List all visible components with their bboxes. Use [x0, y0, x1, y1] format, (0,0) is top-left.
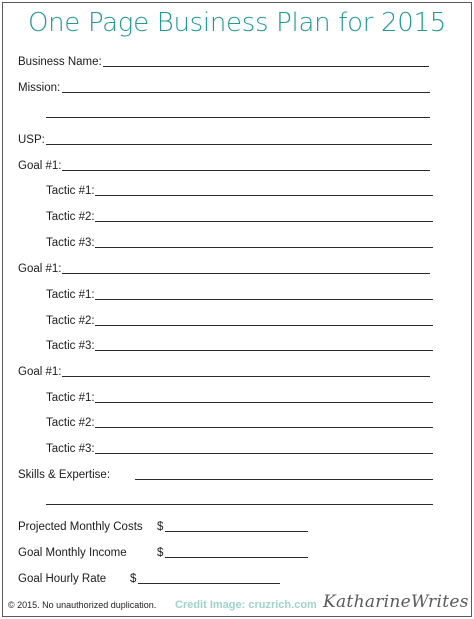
skills-field[interactable]	[135, 479, 433, 480]
copyright-text: © 2015. No unauthorized duplication.	[8, 600, 157, 610]
tactic-field[interactable]	[95, 350, 433, 351]
projected-costs-label: Projected Monthly Costs	[18, 521, 143, 533]
currency-symbol: $	[157, 547, 164, 559]
currency-symbol: $	[157, 521, 164, 533]
tactic-label: Tactic #1:	[46, 392, 95, 404]
goal-rate-label: Goal Hourly Rate	[18, 573, 107, 585]
skills-label: Skills & Expertise:	[18, 469, 111, 481]
tactic-label: Tactic #3:	[46, 340, 95, 352]
goal-label: Goal #1:	[18, 263, 62, 275]
tactic-label: Tactic #2:	[46, 211, 95, 223]
mission-field-continued[interactable]	[46, 117, 430, 118]
tactic-field[interactable]	[95, 325, 433, 326]
mission-label: Mission:	[18, 82, 61, 94]
goal-label: Goal #1:	[18, 366, 62, 378]
goal-income-field[interactable]	[165, 557, 308, 558]
tactic-label: Tactic #3:	[46, 237, 95, 249]
usp-label: USP:	[18, 134, 45, 146]
tactic-label: Tactic #3:	[46, 443, 95, 455]
projected-costs-field[interactable]	[165, 531, 308, 532]
tactic-field[interactable]	[95, 247, 433, 248]
page-title: One Page Business Plan for 2015	[27, 8, 447, 38]
tactic-field[interactable]	[95, 299, 433, 300]
business-name-label: Business Name:	[18, 56, 102, 68]
goal-income-label: Goal Monthly Income	[18, 547, 127, 559]
tactic-field[interactable]	[95, 453, 433, 454]
goal-field[interactable]	[62, 376, 430, 377]
tactic-label: Tactic #2:	[46, 417, 95, 429]
tactic-field[interactable]	[95, 427, 433, 428]
tactic-label: Tactic #2:	[46, 315, 95, 327]
mission-field[interactable]	[62, 92, 430, 93]
skills-field-continued[interactable]	[46, 504, 433, 505]
brand-signature: KatharineWrites	[323, 592, 469, 612]
tactic-label: Tactic #1:	[46, 289, 95, 301]
tactic-field[interactable]	[95, 221, 433, 222]
goal-field[interactable]	[62, 170, 430, 171]
business-name-field[interactable]	[103, 66, 429, 67]
goal-rate-field[interactable]	[138, 583, 280, 584]
credit-watermark: Credit Image: cruzrich.com	[175, 599, 317, 611]
tactic-field[interactable]	[95, 402, 433, 403]
goal-label: Goal #1:	[18, 160, 62, 172]
tactic-field[interactable]	[95, 195, 433, 196]
currency-symbol: $	[130, 573, 137, 585]
usp-field[interactable]	[46, 144, 432, 145]
goal-field[interactable]	[62, 273, 430, 274]
tactic-label: Tactic #1:	[46, 185, 95, 197]
